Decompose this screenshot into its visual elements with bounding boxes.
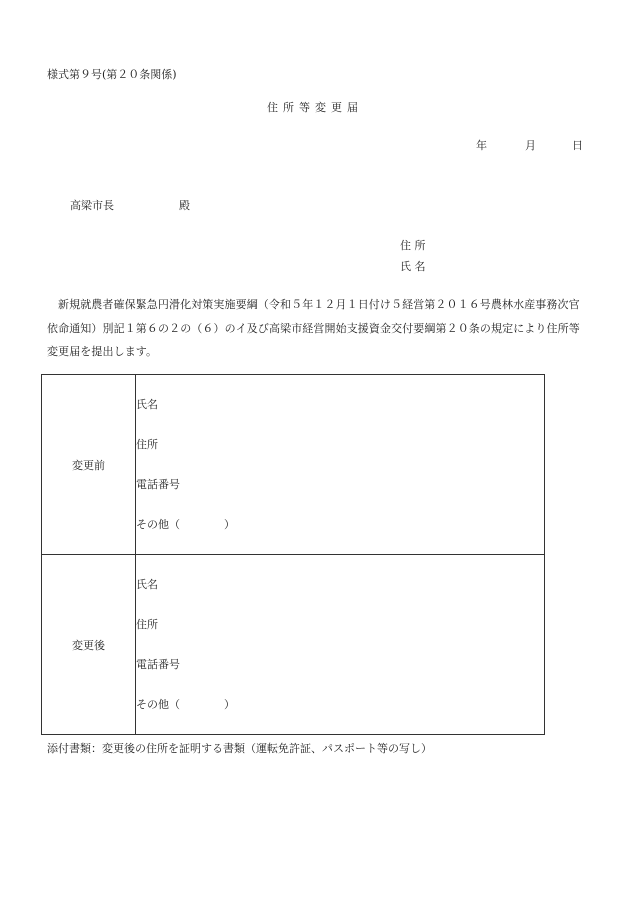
document-title: 住所等変更届 bbox=[267, 101, 363, 114]
date-day-label: 日 bbox=[572, 139, 583, 152]
row-label-after: 変更後 bbox=[42, 555, 136, 735]
date-year-label: 年 bbox=[476, 139, 487, 152]
field-address-before: 住所 bbox=[136, 437, 158, 451]
body-text: 新規就農者確保緊急円滑化対策実施要綱（令和５年１２月１日付け５経営第２０１６号農林水産事務次官依命通知）別記１第６の２の（６）のイ及び高梁市経営開始支援資金交付要綱第２０条の規定により住所等変更届を提出します。 bbox=[47, 298, 580, 358]
fields-before bbox=[136, 375, 545, 555]
addressee-mayor: 高梁市長 bbox=[70, 199, 114, 212]
field-other-before: その他（ ） bbox=[136, 517, 235, 531]
addressee bbox=[70, 197, 190, 213]
addressee-honorific: 殿 bbox=[179, 199, 190, 212]
applicant-name-label: 氏 名 bbox=[400, 260, 426, 273]
change-table-row-before bbox=[42, 375, 545, 555]
field-address-after: 住所 bbox=[136, 617, 158, 631]
form-number: 様式第９号(第２０条関係) bbox=[47, 68, 177, 81]
field-phone-after: 電話番号 bbox=[136, 657, 180, 671]
applicant-address-label: 住 所 bbox=[400, 239, 426, 252]
field-name-before: 氏名 bbox=[136, 397, 158, 411]
field-phone-before: 電話番号 bbox=[136, 477, 180, 491]
fields-after bbox=[136, 555, 545, 735]
field-other-after: その他（ ） bbox=[136, 697, 235, 711]
change-table-row-after bbox=[42, 555, 545, 735]
change-table bbox=[41, 374, 545, 735]
date-month-label: 月 bbox=[525, 139, 536, 152]
row-label-before: 変更前 bbox=[42, 375, 136, 555]
field-name-after: 氏名 bbox=[136, 577, 158, 591]
attachment-note: 添付書類：変更後の住所を証明する書類（運転免許証、パスポート等の写し） bbox=[47, 742, 432, 755]
